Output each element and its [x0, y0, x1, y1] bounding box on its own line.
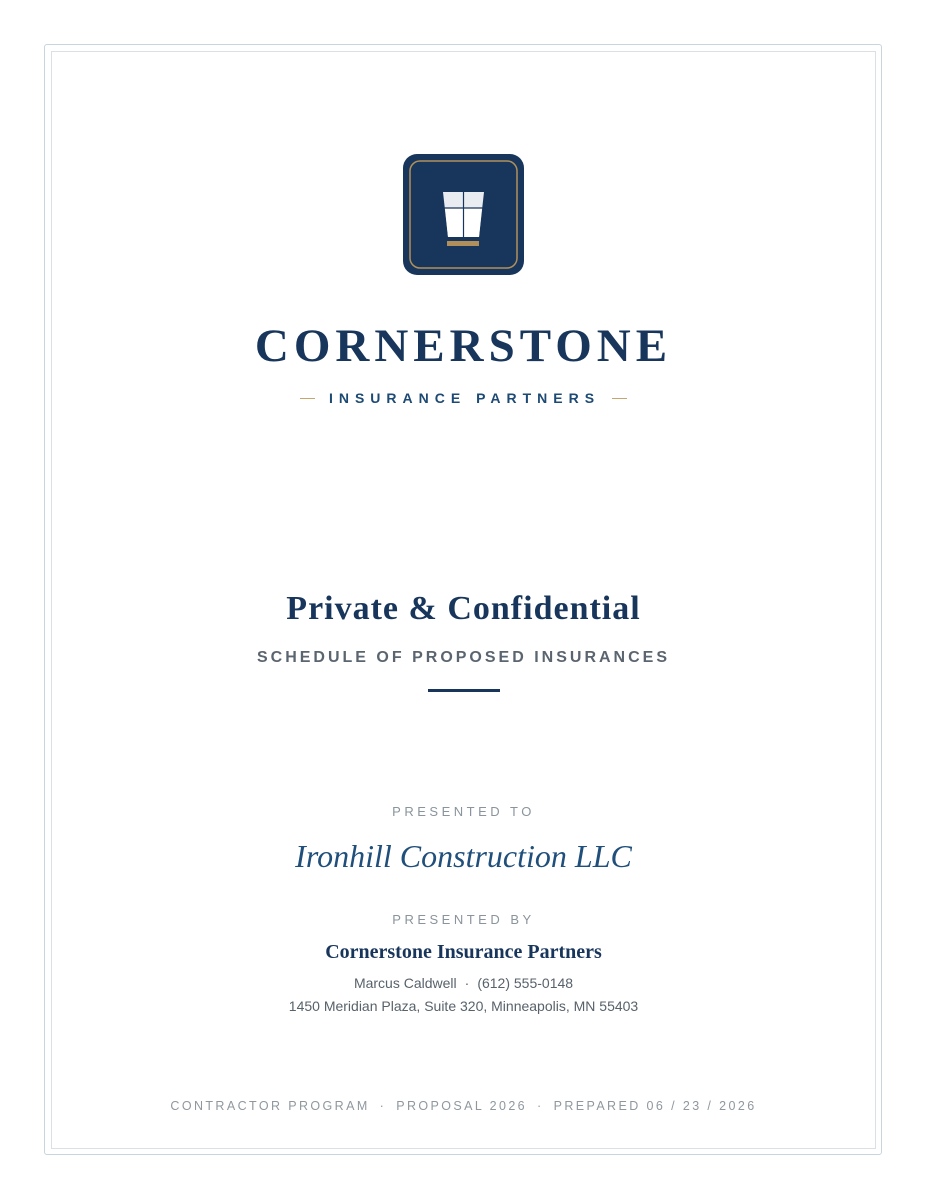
contact-phone: (612) 555-0148: [477, 975, 574, 991]
footer-program: CONTRACTOR PROGRAM: [170, 1099, 370, 1113]
firm-name: Cornerstone Insurance Partners: [325, 941, 602, 963]
presented-by-label: PRESENTED BY: [392, 912, 535, 927]
footer-prepared-date: PREPARED 06 / 23 / 2026: [553, 1099, 757, 1113]
document-type-subtitle: SCHEDULE OF PROPOSED INSURANCES: [256, 649, 671, 666]
brand-name: CORNERSTONE: [254, 320, 673, 372]
presented-to-label: PRESENTED TO: [392, 804, 535, 819]
client-name: Ironhill Construction LLC: [295, 838, 632, 874]
cornerstone-logo-icon: [403, 154, 524, 275]
contact-name: Marcus Caldwell: [353, 975, 457, 991]
brand-subtitle-rule-right: [612, 398, 627, 399]
footer-meta: [0, 1099, 927, 1114]
contact-line: [0, 975, 927, 992]
footer-separator: ·: [537, 1099, 544, 1113]
firm-address: 1450 Meridian Plaza, Suite 320, Minneapolis, MN 55403: [288, 998, 639, 1014]
footer-proposal: PROPOSAL 2026: [396, 1099, 528, 1113]
brand-subtitle-text: INSURANCE PARTNERS: [328, 390, 601, 406]
confidential-title: Private & Confidential: [286, 590, 641, 627]
brand-subtitle: [0, 390, 927, 406]
footer-separator: ·: [379, 1099, 387, 1113]
accent-divider: [428, 689, 500, 692]
contact-separator: ·: [464, 975, 470, 991]
brand-subtitle-rule-left: [300, 398, 315, 399]
